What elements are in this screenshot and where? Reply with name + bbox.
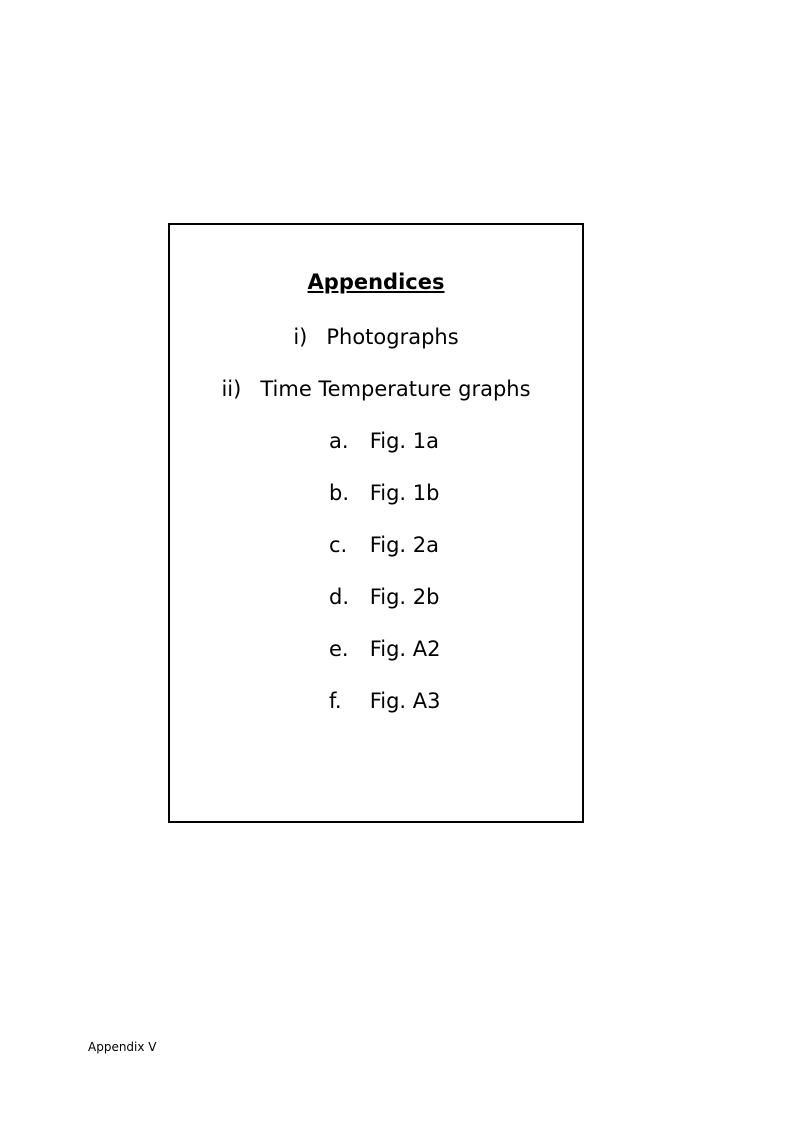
list-marker-b: b. xyxy=(329,481,350,505)
list-label-fig-a2: Fig. A2 xyxy=(369,637,441,661)
list-marker-f: f. xyxy=(329,689,342,713)
footer-appendix-label: Appendix V xyxy=(88,1040,157,1054)
appendices-title: Appendices xyxy=(307,270,445,294)
list-label-photographs: Photographs xyxy=(326,325,459,349)
list-item-fig-1b xyxy=(329,481,439,505)
list-item-fig-2a xyxy=(329,533,439,557)
list-marker-i: i) xyxy=(293,325,308,349)
list-label-time-temperature-graphs: Time Temperature graphs xyxy=(260,377,531,401)
list-item-photographs xyxy=(170,325,582,349)
list-item-time-temperature-graphs xyxy=(170,377,582,401)
list-label-fig-1a: Fig. 1a xyxy=(369,429,439,453)
list-marker-ii: ii) xyxy=(221,377,242,401)
list-item-fig-2b xyxy=(329,585,439,609)
list-marker-c: c. xyxy=(329,533,348,557)
list-item-fig-a2 xyxy=(329,637,440,661)
list-item-fig-1a xyxy=(329,429,439,453)
list-item-fig-a3 xyxy=(329,689,440,713)
appendix-box xyxy=(168,223,584,823)
list-label-fig-2a: Fig. 2a xyxy=(369,533,439,557)
list-label-fig-2b: Fig. 2b xyxy=(369,585,440,609)
list-marker-a: a. xyxy=(329,429,349,453)
list-label-fig-1b: Fig. 1b xyxy=(369,481,440,505)
list-marker-e: e. xyxy=(329,637,349,661)
list-marker-d: d. xyxy=(329,585,350,609)
list-label-fig-a3: Fig. A3 xyxy=(369,689,441,713)
